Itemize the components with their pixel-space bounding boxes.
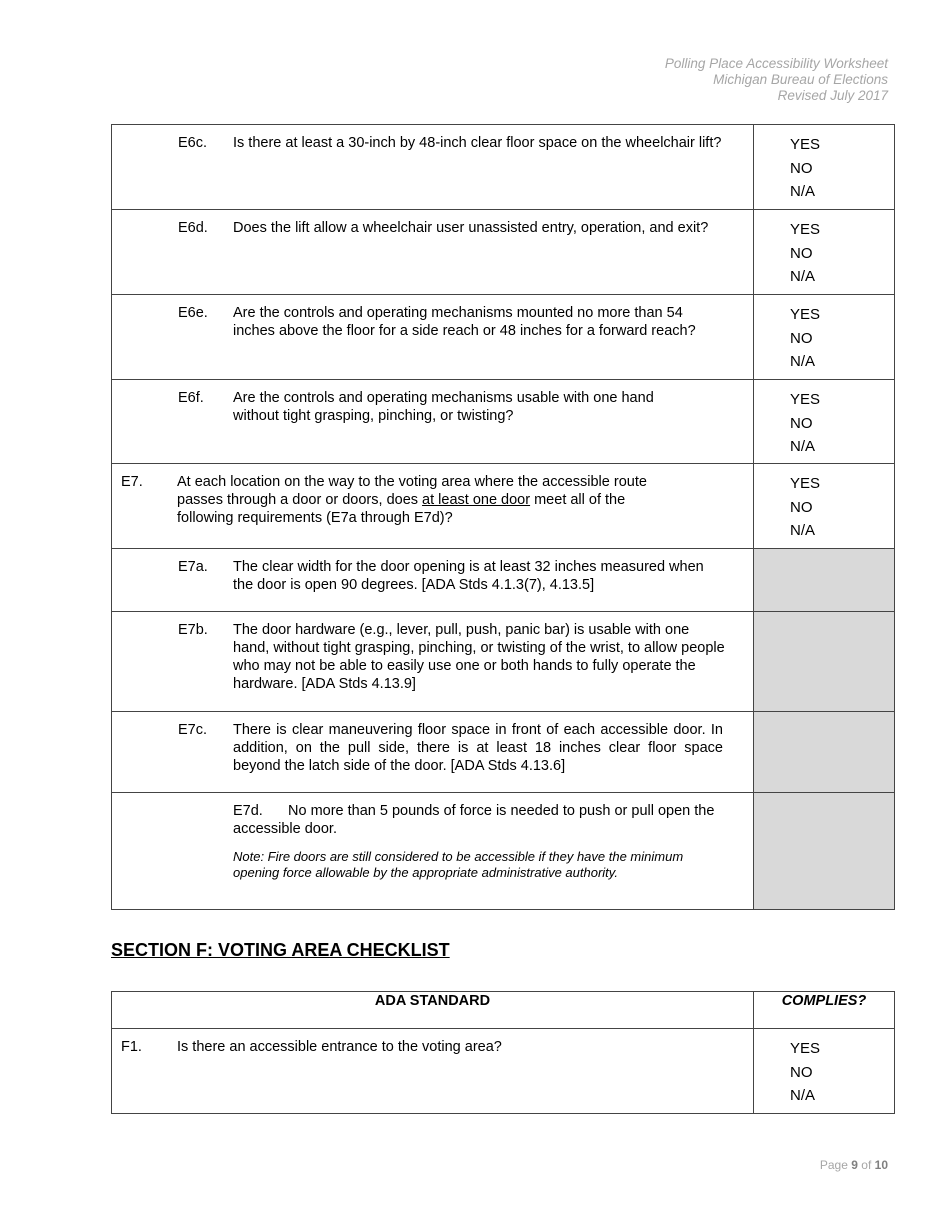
option-na[interactable]: N/A: [790, 1087, 816, 1104]
table-header-row: [112, 992, 895, 1029]
underlined-phrase: at least one door: [422, 492, 531, 508]
section-f-title: SECTION F: VOTING AREA CHECKLIST: [111, 940, 450, 960]
header-line-1: Polling Place Accessibility Worksheet: [664, 56, 888, 71]
section-f-table: [111, 991, 895, 1114]
question-text: [177, 473, 683, 527]
table-row: [112, 549, 895, 612]
column-header-standard: ADA STANDARD: [112, 992, 754, 1029]
shaded-cell: [754, 793, 895, 910]
question-text: The door hardware (e.g., lever, pull, push, panic bar) is usable with one hand, without tight grasping, pinching, or twisting of the wrist, to allow people who may not be able to easily use one or both hands to fully operate the hardware. [ADA Stds 4.13.9]: [233, 622, 725, 692]
question-text: Are the controls and operating mechanisms mounted no more than 54 inches above the floor for a side reach or 48 inches for a forward reach?: [233, 305, 696, 339]
table-row: [112, 380, 895, 464]
question-text: There is clear maneuvering floor space in front of each accessible door. In addition, on the pull side, there is at least 18 inches clear floor space beyond the latch side of the door. [ADA Stds 4.13.6]: [233, 722, 723, 774]
table-row: [112, 464, 895, 549]
question-text: Is there an accessible entrance to the voting area?: [177, 1039, 502, 1055]
question-block: [233, 802, 719, 881]
total-pages: 10: [874, 1158, 888, 1172]
table-row: [112, 712, 895, 793]
question-code: E6f.: [178, 390, 204, 406]
question-code: E7c.: [178, 722, 208, 738]
note-text: Note: Fire doors are still considered to be accessible if they have the minimum opening force allowable by the appropriate administrative authority.: [233, 849, 684, 880]
option-no[interactable]: NO: [790, 329, 813, 347]
question-cell: [112, 549, 754, 612]
question-text: The clear width for the door opening is at least 32 inches measured when the door is open 90 degrees. [ADA Stds 4.1.3(7), 4.13.5]: [233, 559, 704, 593]
current-page: 9: [851, 1158, 858, 1172]
question-cell: [112, 295, 754, 380]
question-code: E7d.: [233, 803, 263, 819]
question-cell: [112, 380, 754, 464]
question-cell: [112, 464, 754, 549]
document-header: [665, 56, 888, 104]
answer-options[interactable]: [754, 464, 895, 549]
option-na[interactable]: N/A: [790, 438, 816, 455]
question-text: Does the lift allow a wheelchair user unassisted entry, operation, and exit?: [233, 220, 709, 236]
question-code: E6c.: [178, 135, 208, 151]
header-line-3: Revised July 2017: [777, 88, 888, 103]
question-cell: [112, 125, 754, 210]
option-no[interactable]: NO: [790, 498, 813, 516]
table-row: [112, 612, 895, 712]
table-row: [112, 295, 895, 380]
option-yes[interactable]: YES: [790, 1040, 821, 1057]
answer-options[interactable]: [754, 210, 895, 295]
table-row: [112, 793, 895, 910]
question-text: Are the controls and operating mechanisms usable with one hand without tight grasping, pinching, or twisting?: [233, 390, 654, 424]
shaded-cell: [754, 712, 895, 793]
page-of: of: [861, 1158, 872, 1172]
option-no[interactable]: NO: [790, 414, 813, 432]
page-prefix: Page: [819, 1158, 848, 1172]
question-cell: [112, 793, 754, 910]
question-cell: [112, 612, 754, 712]
option-yes[interactable]: YES: [790, 136, 821, 153]
question-code: E7b.: [178, 622, 208, 638]
answer-options[interactable]: [754, 1029, 895, 1114]
table-row: [112, 125, 895, 210]
option-na[interactable]: N/A: [790, 522, 816, 539]
option-no[interactable]: NO: [790, 244, 813, 262]
question-text: No more than 5 pounds of force is needed to push or pull open the accessible door.: [233, 803, 715, 837]
table-row: [112, 1029, 895, 1114]
shaded-cell: [754, 549, 895, 612]
question-text-part: meet all of the following requirements (E7a through E7d)?: [177, 492, 626, 526]
section-e-table: [111, 124, 895, 910]
answer-options[interactable]: [754, 380, 895, 464]
header-line-2: Michigan Bureau of Elections: [713, 72, 888, 87]
option-na[interactable]: N/A: [790, 183, 816, 200]
question-code: F1.: [121, 1039, 142, 1055]
question-text-part: At each location on the way to the voting area where the accessible route passes through a door or doors, does: [177, 474, 647, 508]
answer-options[interactable]: [754, 295, 895, 380]
option-no[interactable]: NO: [790, 1063, 813, 1081]
question-code: E7.: [121, 474, 143, 490]
question-code: E6e.: [178, 305, 208, 321]
question-cell: [112, 712, 754, 793]
option-no[interactable]: NO: [790, 159, 813, 177]
option-na[interactable]: N/A: [790, 268, 816, 285]
question-cell: [112, 1029, 754, 1114]
question-code: E6d.: [178, 220, 208, 236]
table-row: [112, 210, 895, 295]
option-yes[interactable]: YES: [790, 306, 821, 323]
column-header-complies: COMPLIES?: [754, 992, 895, 1029]
question-text: Is there at least a 30-inch by 48-inch clear floor space on the wheelchair lift?: [233, 135, 722, 151]
question-cell: [112, 210, 754, 295]
option-yes[interactable]: YES: [790, 475, 821, 492]
option-yes[interactable]: YES: [790, 221, 821, 238]
shaded-cell: [754, 612, 895, 712]
page-number: [820, 1158, 888, 1172]
question-code: E7a.: [178, 559, 208, 575]
option-yes[interactable]: YES: [790, 391, 821, 408]
answer-options[interactable]: [754, 125, 895, 210]
option-na[interactable]: N/A: [790, 353, 816, 370]
